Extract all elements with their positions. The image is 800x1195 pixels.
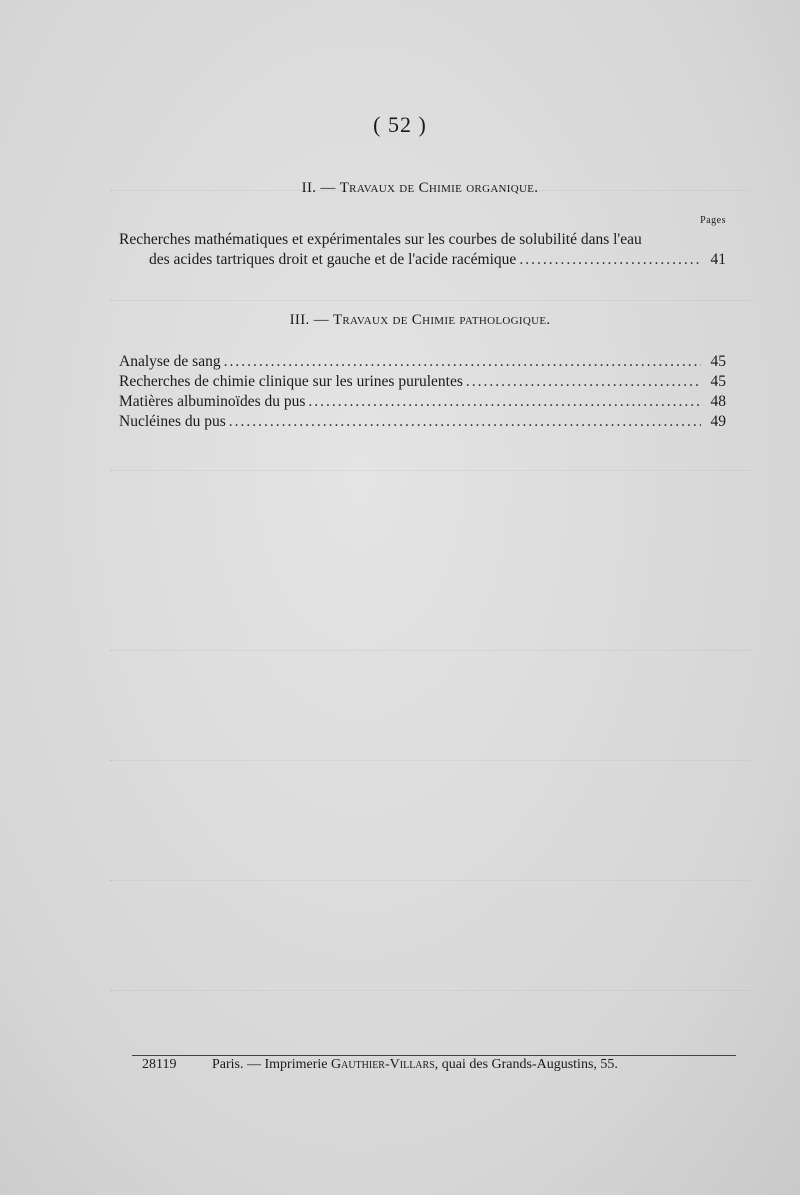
toc-entry	[119, 352, 726, 372]
printer-name: Gauthier-Villars	[330, 1057, 435, 1072]
leader-dots	[519, 250, 701, 270]
toc-entry-page: 48	[710, 393, 726, 410]
section-numeral: II. —	[301, 180, 340, 196]
print-job-number: 28119	[142, 1057, 177, 1072]
show-through-line	[110, 300, 750, 302]
toc-entry-title-continued: des acides tartriques droit et gauche et de l'acide racémique	[149, 251, 517, 268]
toc-entry-title: Matières albuminoïdes du pus	[119, 393, 306, 410]
show-through-line	[110, 990, 750, 992]
pages-column-label: Pages	[700, 215, 726, 226]
section-heading-pathology	[0, 312, 800, 329]
toc-list	[119, 352, 726, 432]
toc-entry-page: 45	[710, 353, 726, 370]
toc-entry	[119, 412, 726, 432]
leader-dots	[229, 412, 701, 432]
section-title: Travaux de Chimie pathologique.	[332, 312, 551, 328]
toc-entry-page: 41	[710, 251, 726, 268]
section-title: Travaux de Chimie organique.	[339, 180, 539, 196]
toc-entry-line	[119, 230, 726, 250]
toc-entry-line	[119, 250, 726, 270]
section-numeral: III. —	[289, 312, 333, 328]
page-number: ( 52 )	[373, 112, 427, 137]
show-through-line	[110, 650, 750, 652]
toc-entry	[119, 230, 726, 270]
toc-entry-title: Recherches de chimie clinique sur les urines purulentes	[119, 373, 463, 390]
show-through-line	[110, 760, 750, 762]
show-through-line	[110, 470, 750, 472]
leader-dots	[466, 372, 701, 392]
toc-entry-page: 49	[710, 413, 726, 430]
toc-entry-title: Nucléines du pus	[119, 413, 226, 430]
imprint-address: , quai des Grands-Augustins, 55.	[434, 1057, 618, 1072]
toc-entry-title: Analyse de sang	[119, 353, 221, 370]
toc-entry-title: Recherches mathématiques et expérimentales sur les courbes de solubilité dans l'eau	[119, 231, 642, 248]
toc-entry	[119, 372, 726, 392]
toc-entry	[119, 392, 726, 412]
leader-dots	[308, 392, 701, 412]
footer-rule	[132, 1055, 736, 1056]
imprint-prefix: Paris. — Imprimerie	[212, 1057, 331, 1072]
show-through-line	[110, 880, 750, 882]
section-heading-organic	[0, 180, 800, 197]
printer-imprint	[142, 1057, 742, 1073]
toc-entry-page: 45	[710, 373, 726, 390]
leader-dots	[224, 352, 701, 372]
